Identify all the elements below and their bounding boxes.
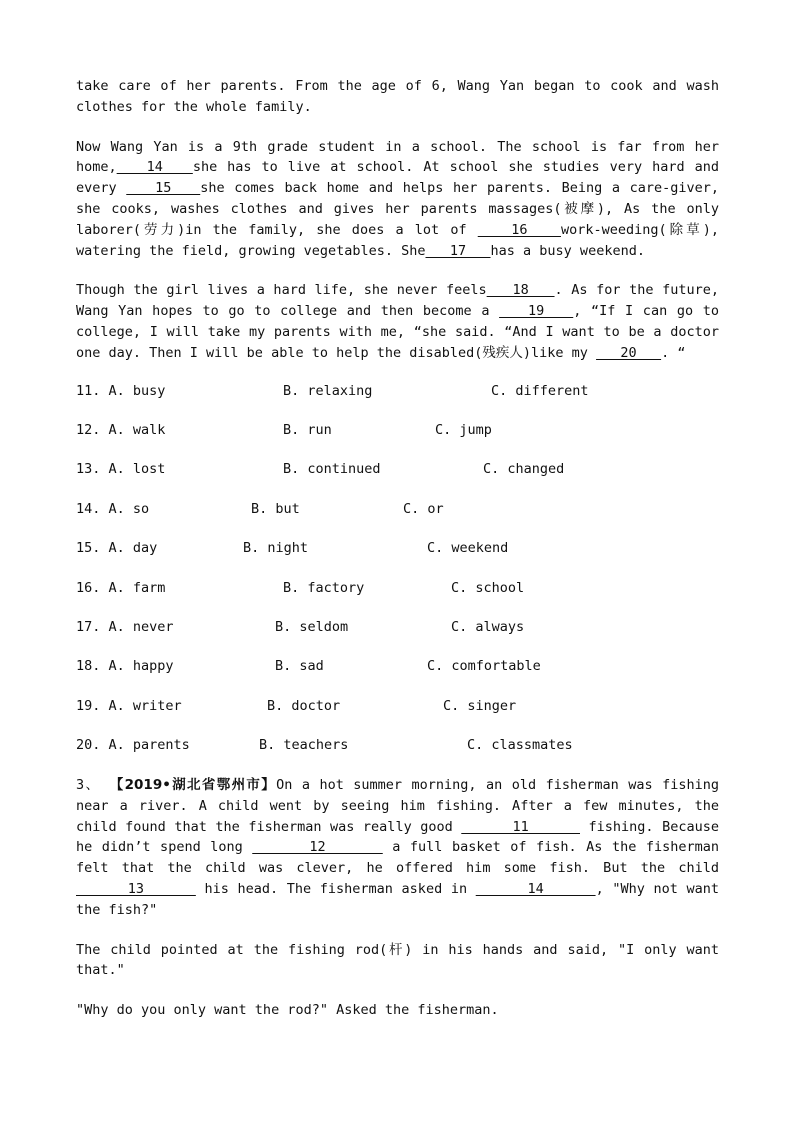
option-row-19 [76,698,719,718]
option-a[interactable]: 14. A. so [76,500,150,517]
question-number: 3、 [76,777,110,794]
option-a[interactable]: 16. A. farm [76,579,166,596]
option-c[interactable]: C. weekend [427,540,509,557]
blank-19[interactable]: 19 [499,303,574,320]
p1-text-e: work-weeding(除草), watering the field, growing vegetables. She [76,221,719,259]
blank-14b[interactable]: 14 [475,881,596,898]
option-c[interactable]: C. different [491,382,589,399]
document-page [76,76,719,1021]
blank-17[interactable]: 17 [425,242,491,259]
option-row-18 [76,658,719,678]
option-c[interactable]: C. comfortable [427,658,541,675]
option-b[interactable]: B. factory [283,579,365,596]
passage2-paragraph-2: The child pointed at the fishing rod(杆) in his hands and said, "I only want that." [76,941,719,979]
option-c[interactable]: C. jump [435,421,492,438]
option-c[interactable]: C. changed [483,461,565,478]
p2-text-c: , “If I can go to college, I will take my parents with me, “she said. “And I want to be a doctor one day. Then I will be able to help the disabled(残疾人)like my [76,303,719,361]
option-b[interactable]: B. night [243,540,309,557]
option-c[interactable]: C. singer [443,697,517,714]
p1-text-c: she has to live at school. At school she studies very hard and every [76,159,719,197]
option-a[interactable]: 19. A. writer [76,697,182,714]
option-a[interactable]: 13. A. lost [76,461,166,478]
p3-text-e: , "Why not want the fish?" [76,881,719,918]
p3-text-c: a full basket of fish. As the fisherman felt that the child was clever, he offered him some fish. But the child [76,839,719,877]
p3-text-b: fishing. Because he didn’t spend long [76,818,719,856]
option-c[interactable]: C. always [451,618,525,635]
option-c[interactable]: C. school [451,579,525,596]
option-row-11 [76,383,719,403]
passage2-paragraph-1 [76,775,719,921]
option-a[interactable]: 11. A. busy [76,382,166,399]
option-row-16 [76,580,719,600]
option-row-17 [76,619,719,639]
option-b[interactable]: B. teachers [259,737,349,754]
blank-12[interactable]: 12 [252,839,383,856]
option-a[interactable]: 18. A. happy [76,658,174,675]
option-a[interactable]: 12. A. walk [76,421,166,438]
option-a[interactable]: 17. A. never [76,618,174,635]
p1-text-f: has a busy weekend. [490,242,645,259]
p1-text-d: she comes back home and helps her parents. Being a care-giver, she cooks, washes clothes and gives her parents massages(被摩), As the only laborer(劳力)in the family, she does a lot of [76,180,719,238]
p2-text-d: . “ [661,344,686,361]
option-a[interactable]: 15. A. day [76,540,158,557]
option-b[interactable]: B. relaxing [283,382,373,399]
blank-14[interactable]: 14 [116,159,193,176]
option-row-20 [76,737,719,757]
passage2-paragraph-3: "Why do you only want the rod?" Asked the fisherman. [76,1002,499,1019]
blank-13[interactable]: 13 [76,881,196,898]
blank-20[interactable]: 20 [596,344,662,361]
blank-15[interactable]: 15 [126,180,201,197]
option-row-12 [76,422,719,442]
blank-18[interactable]: 18 [486,282,555,299]
option-row-14 [76,501,719,521]
option-b[interactable]: B. but [251,500,300,517]
option-b[interactable]: B. run [283,421,332,438]
blank-11[interactable]: 11 [461,818,580,835]
option-c[interactable]: C. or [403,500,444,517]
passage1-paragraph-2 [76,280,719,363]
source-label: 【2019•湖北省鄂州市】 [109,777,277,794]
p3-text-d: his head. The fisherman asked in [195,881,476,898]
passage1-paragraph-1 [76,137,719,262]
p2-text-a: Though the girl lives a hard life, she never feels [76,282,487,299]
option-b[interactable]: B. doctor [267,697,341,714]
passage1-paragraph-0: take care of her parents. From the age of 6, Wang Yan began to cook and wash clothes for the whole family. [76,78,719,115]
option-row-13 [76,461,719,481]
option-b[interactable]: B. seldom [275,618,349,635]
option-b[interactable]: B. continued [283,461,381,478]
p3-text-a: On a hot summer morning, an old fisherman was fishing near a river. A child went by seeing him fishing. After a few minutes, the child found that the fisherman was really good [76,777,719,835]
option-row-15 [76,540,719,560]
blank-16[interactable]: 16 [477,221,561,238]
p2-text-b: . As for the future, Wang Yan hopes to go to college and then become a [76,282,719,320]
p1-text-a: Now Wang Yan is a 9th grade student in a school. The school is far from her home, [76,138,719,176]
option-b[interactable]: B. sad [275,658,324,675]
options-list [76,383,719,758]
option-a[interactable]: 20. A. parents [76,737,190,754]
option-c[interactable]: C. classmates [467,737,573,754]
